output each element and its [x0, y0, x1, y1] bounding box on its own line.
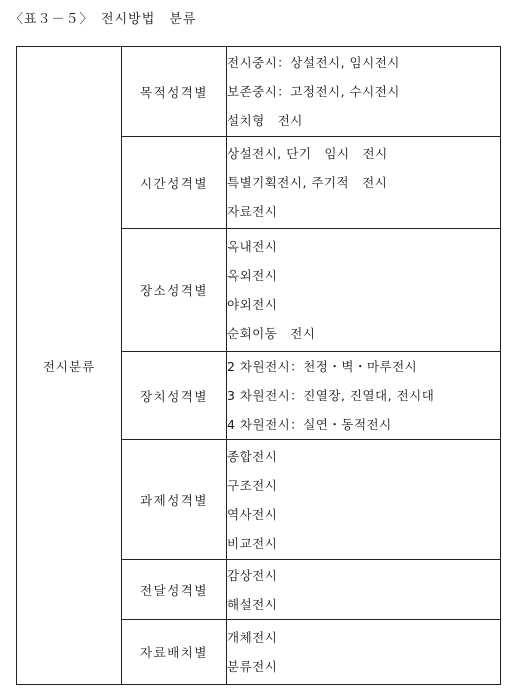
classification-table	[16, 46, 501, 685]
list-item: 감상전시	[227, 567, 278, 583]
list-item: 개체전시	[227, 630, 278, 645]
table-row	[17, 47, 501, 137]
list-item: 상설전시, 단기 임시 전시	[227, 146, 388, 161]
list-item: 종합전시	[227, 448, 278, 464]
list-item: 보존중시：고정전시, 수시전시	[227, 84, 400, 99]
list-item: 구조전시	[227, 477, 278, 493]
list-item: 4 차원전시：실연・동적전시	[227, 417, 392, 432]
items-cell	[227, 440, 501, 560]
list-item: 설치형 전시	[227, 113, 303, 128]
list-item: 비교전시	[227, 535, 278, 551]
root-label-cell	[17, 47, 122, 685]
items-cell	[227, 352, 501, 440]
root-label: 전시분류	[42, 358, 96, 374]
list-item: 순회이동 전시	[227, 326, 316, 341]
list-item: 역사전시	[227, 506, 278, 522]
list-item: 해설전시	[227, 596, 278, 612]
category-label: 전달성격별	[140, 582, 208, 598]
category-cell	[122, 440, 227, 560]
items-cell	[227, 229, 501, 352]
category-label: 목적성격별	[140, 84, 208, 100]
list-item: 야외전시	[227, 297, 278, 312]
list-item: 자료전시	[227, 204, 278, 219]
list-item: 옥외전시	[227, 268, 278, 283]
category-label: 장소성격별	[140, 283, 208, 298]
category-label: 자료배치별	[140, 645, 208, 660]
category-cell	[122, 560, 227, 620]
list-item: 옥내전시	[227, 239, 278, 254]
list-item: 3 차원전시：진열장, 진열대, 전시대	[227, 388, 435, 403]
category-label: 장치성격별	[140, 388, 208, 404]
table-caption: 〈표３－５〉 전시방법 분류	[10, 12, 197, 27]
category-cell	[122, 620, 227, 685]
items-cell	[227, 137, 501, 229]
items-cell	[227, 47, 501, 137]
category-cell	[122, 47, 227, 137]
list-item: 분류전시	[227, 659, 278, 674]
category-label: 시간성격별	[140, 175, 208, 191]
list-item: 2 차원전시：천정・벽・마루전시	[227, 359, 418, 374]
category-cell	[122, 352, 227, 440]
category-label: 과제성격별	[140, 492, 208, 508]
category-cell	[122, 137, 227, 229]
list-item: 전시중시：상설전시, 임시전시	[227, 55, 400, 70]
category-cell	[122, 229, 227, 352]
items-cell	[227, 560, 501, 620]
list-item: 특별기획전시, 주기적 전시	[227, 175, 388, 190]
items-cell	[227, 620, 501, 685]
